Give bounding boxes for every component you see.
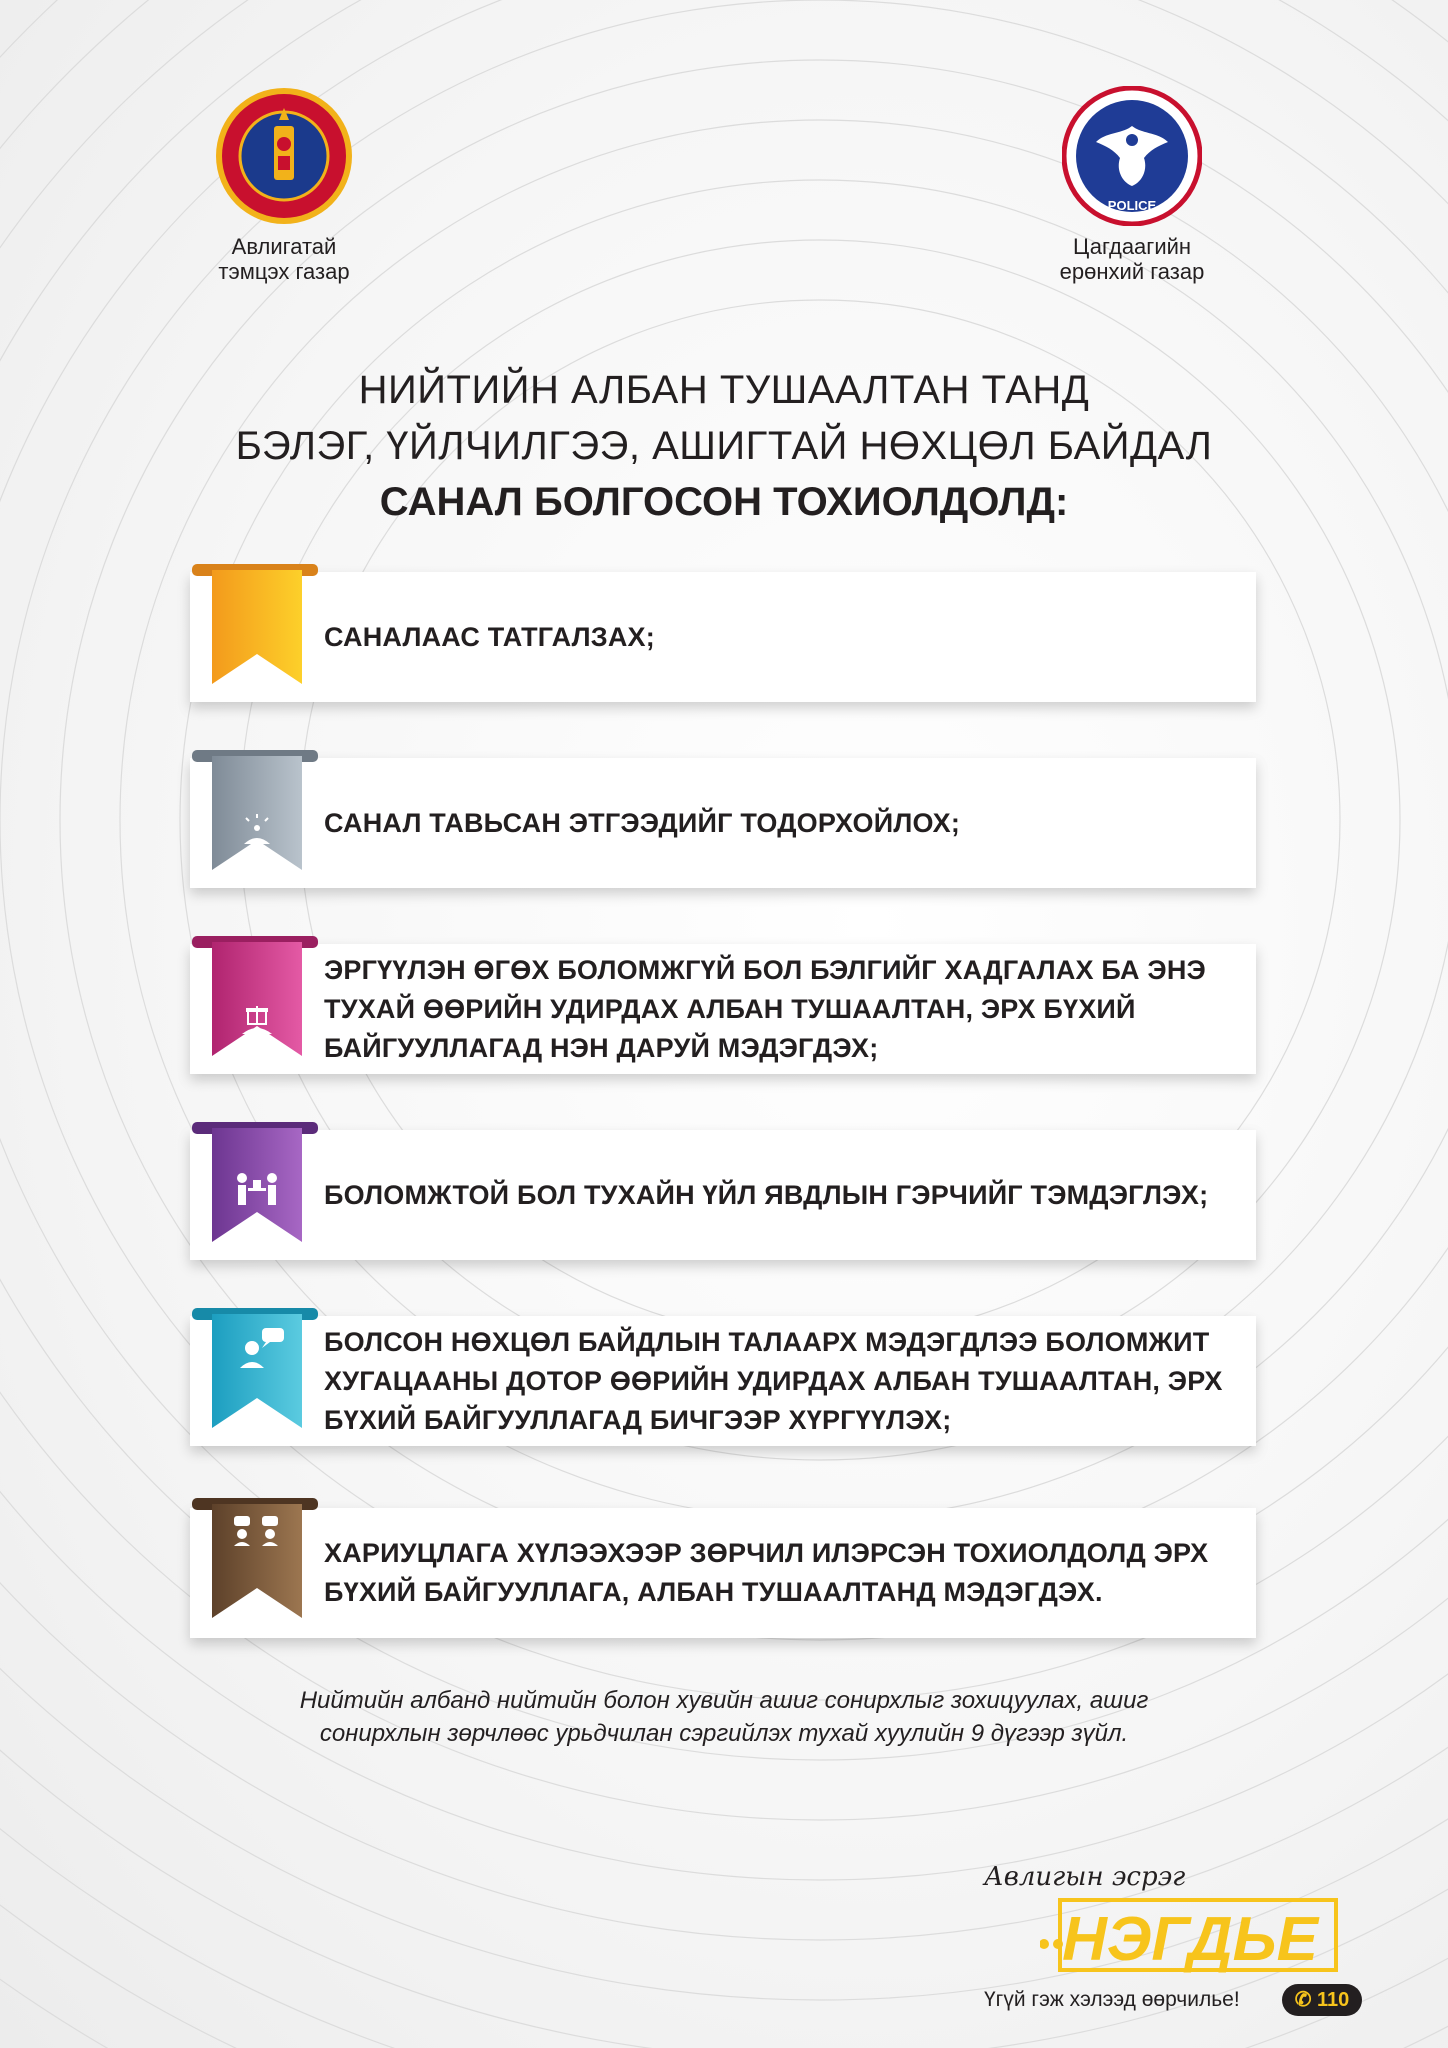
footnote-line2: сонирхлын зөрчлөөс урьдчилан сэргийлэх тухай хуулийн 9 дүгээр зүйл. [319, 1720, 1129, 1747]
ribbon-6 [190, 1496, 322, 1626]
org-right-line2: ерөнхий газар [1059, 259, 1205, 284]
ribbon-5 [190, 1306, 322, 1436]
step-card-6 [190, 1508, 1256, 1638]
step-text-6: ХАРИУЦЛАГА ХҮЛЭЭХЭЭР ЗӨРЧИЛ ИЛЭРСЭН ТОХИОЛДОЛД ЭРХ БҮХИЙ БАЙГУУЛЛАГА, АЛБАН ТУШААЛТАНД МЭДЭГДЭХ. [324, 1538, 1209, 1607]
ribbon-1 [190, 562, 322, 692]
org-right-line1: Цагдаагийн [1072, 234, 1192, 259]
brand-slogan: Үгүй гэж хэлээд өөрчилье! [984, 1988, 1240, 2011]
anti-corruption-emblem-icon [214, 86, 354, 226]
hotline-number: 110 [1317, 1989, 1350, 2011]
hotline-badge [1282, 1984, 1362, 2016]
step-card-2 [190, 758, 1256, 888]
police-badge-text: POLICE [1107, 198, 1157, 213]
phone-icon: ✆ [1294, 1989, 1312, 2011]
page-title [124, 362, 1324, 530]
title-line2: БЭЛЭГ, ҮЙЛЧИЛГЭЭ, АШИГТАЙ НӨХЦӨЛ БАЙДАЛ [235, 424, 1213, 468]
org-anti-corruption [164, 86, 404, 284]
step-card-5 [190, 1316, 1256, 1446]
ribbon-3 [190, 934, 322, 1064]
org-left-line2: тэмцэх газар [218, 259, 350, 284]
negdye-logo [1040, 1896, 1340, 1974]
ribbon-2 [190, 748, 322, 878]
step-card-3 [190, 944, 1256, 1074]
step-card-1 [190, 572, 1256, 702]
brand-logo-text: НЭГДЬЕ [1062, 1905, 1318, 1974]
title-line3: САНАЛ БОЛГОСОН ТОХИОЛДОЛД: [379, 480, 1069, 524]
org-police [1012, 86, 1252, 284]
step-text-4: БОЛОМЖТОЙ БОЛ ТУХАЙН ҮЙЛ ЯВДЛЫН ГЭРЧИЙГ ТЭМДЭГЛЭХ; [324, 1179, 1209, 1210]
step-text-3: ЭРГҮҮЛЭН ӨГӨХ БОЛОМЖГҮЙ БОЛ БЭЛГИЙГ ХАДГАЛАХ БА ЭНЭ ТУХАЙ ӨӨРИЙН УДИРДАХ АЛБАН ТУШААЛТАН, ЭРХ БҮХИЙ БАЙГУУЛЛАГАД НЭН ДАРУЙ МЭДЭГДЭХ; [324, 954, 1206, 1063]
step-card-4 [190, 1130, 1256, 1260]
step-text-2: САНАЛ ТАВЬСАН ЭТГЭЭДИЙГ ТОДОРХОЙЛОХ; [324, 807, 961, 838]
step-text-5: БОЛСОН НӨХЦӨЛ БАЙДЛЫН ТАЛААРХ МЭДЭГДЛЭЭ БОЛОМЖИТ ХУГАЦААНЫ ДОТОР ӨӨРИЙН УДИРДАХ АЛБАН ТУШААЛТАН, ЭРХ БҮХИЙ БАЙГУУЛЛАГАД БИЧГЭЭР ХҮРГҮҮЛЭХ; [324, 1326, 1223, 1435]
org-left-line1: Авлигатай [231, 234, 337, 259]
campaign-brand [976, 1860, 1396, 2040]
footnote-line1: Нийтийн албанд нийтийн болон хувийн ашиг сонирхлыг зохицуулах, ашиг [299, 1687, 1149, 1714]
step-text-1: САНАЛААС ТАТГАЛЗАХ; [324, 621, 655, 652]
title-line1: НИЙТИЙН АЛБАН ТУШААЛТАН ТАНД [358, 368, 1090, 412]
law-footnote [150, 1684, 1298, 1750]
ribbon-4 [190, 1120, 322, 1250]
brand-script: Авлигын эсрэг [984, 1862, 1186, 1892]
police-emblem-icon [1062, 86, 1202, 226]
